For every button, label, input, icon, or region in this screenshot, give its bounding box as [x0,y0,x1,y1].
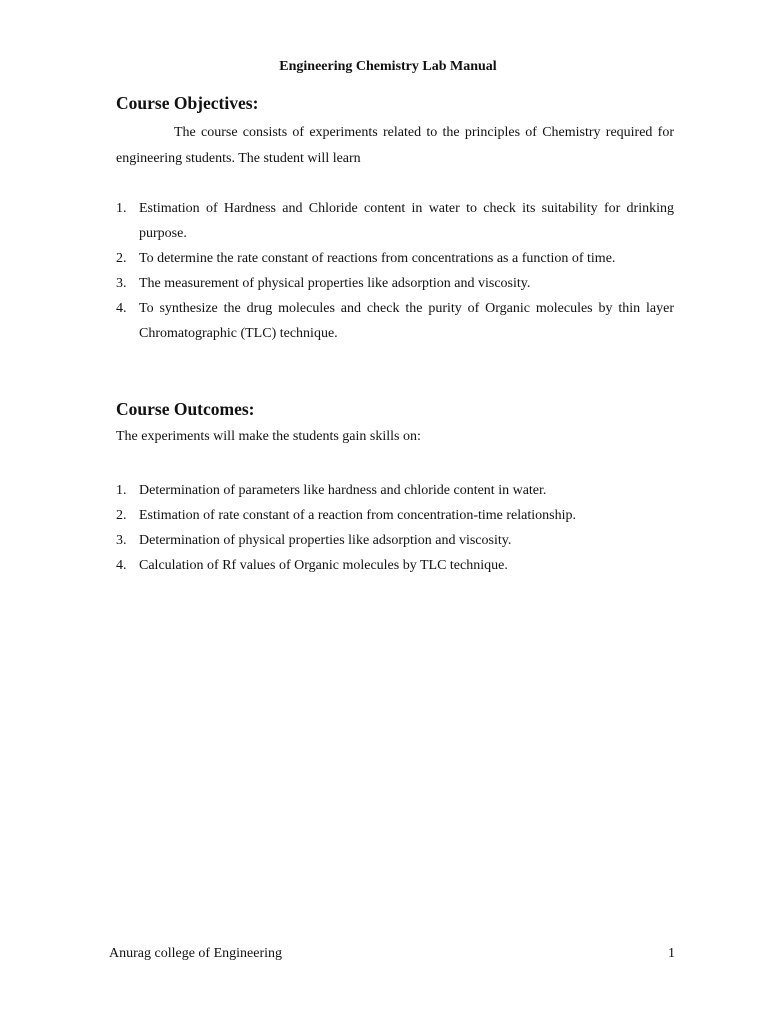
list-item-text: To synthesize the drug molecules and check the purity of Organic molecules by thin layer Chromatographic (TLC) technique. [139,301,674,341]
course-outcomes-heading: Course Outcomes: [116,399,255,419]
outcomes-intro-paragraph: The experiments will make the students gain skills on: [116,429,421,444]
list-number: 2. [116,508,127,523]
list-item-text: Calculation of Rf values of Organic molecules by TLC technique. [139,558,508,573]
outcome-item-4 [116,553,674,578]
list-item-text: Estimation of rate constant of a reaction from concentration-time relationship. [139,508,576,523]
list-item-text: Determination of physical properties like adsorption and viscosity. [139,533,512,548]
outcomes-list [116,478,674,578]
footer-page-number: 1 [668,946,675,961]
list-number: 1. [116,201,127,216]
course-objectives-heading: Course Objectives: [116,93,259,113]
objectives-list [116,196,674,346]
list-number: 3. [116,533,127,548]
list-number: 4. [116,301,127,316]
outcome-item-1 [116,478,674,503]
outcome-item-3 [116,528,674,553]
list-item-text: Determination of parameters like hardness and chloride content in water. [139,483,547,498]
list-item-text: Estimation of Hardness and Chloride content in water to check its suitability for drinking purpose. [139,201,674,241]
list-number: 3. [116,276,127,291]
page-header-title: Engineering Chemistry Lab Manual [279,59,497,74]
list-item-text: The measurement of physical properties like adsorption and viscosity. [139,276,531,291]
objective-item-3 [116,271,674,296]
list-number: 2. [116,251,127,266]
list-number: 4. [116,558,127,573]
objectives-intro-paragraph: The course consists of experiments related to the principles of Chemistry required for engineering students. The student will learn [116,125,674,166]
list-number: 1. [116,483,127,498]
outcome-item-2 [116,503,674,528]
objective-item-1 [116,196,674,246]
list-item-text: To determine the rate constant of reactions from concentrations as a function of time. [139,251,616,266]
objective-item-4 [116,296,674,346]
footer-college-name: Anurag college of Engineering [109,946,282,961]
objective-item-2 [116,246,674,271]
